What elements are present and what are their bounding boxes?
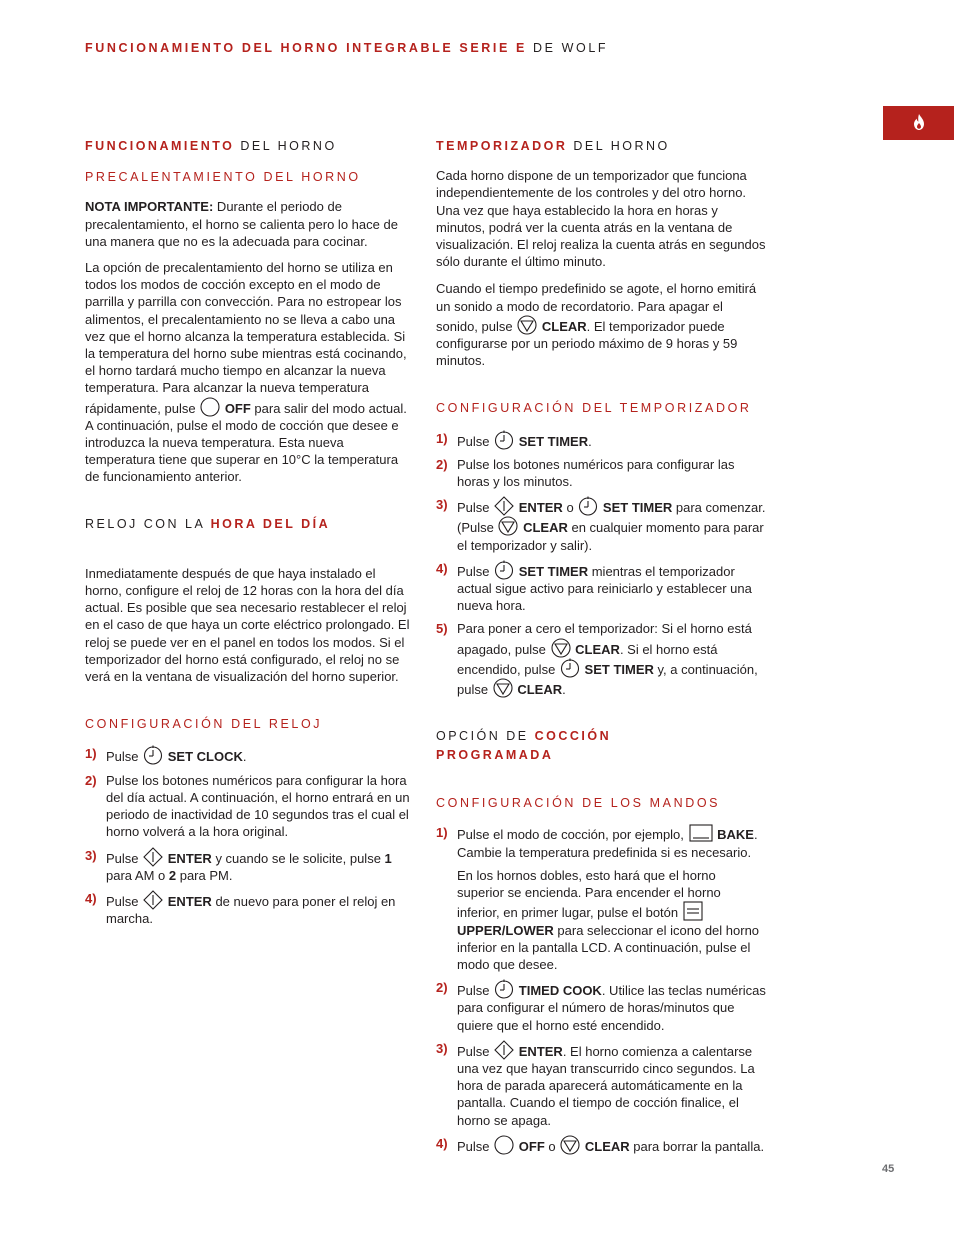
key-label: BAKE [717, 827, 754, 843]
step-text: para borrar la pantalla. [629, 1138, 765, 1154]
list-item [436, 824, 766, 973]
step-text: Pulse [457, 1138, 494, 1154]
step-number: 1) [85, 746, 97, 762]
list-item [85, 847, 415, 884]
page-number: 45 [882, 1163, 895, 1175]
step-number: 5) [436, 621, 448, 637]
bake-icon [689, 824, 713, 842]
key-label: SET TIMER [584, 661, 654, 677]
step-text: . [242, 749, 247, 765]
key-label: CLEAR [517, 682, 563, 698]
note-label: NOTA IMPORTANTE: [85, 199, 214, 215]
step-text: . Cambie la temperatura predefinida si es necesario. [457, 827, 758, 860]
step-text: . Si el horno está encendido, pulse [457, 641, 718, 677]
list-item [85, 890, 415, 927]
list-item [436, 979, 766, 1034]
clear-icon [517, 315, 537, 335]
clear-icon [493, 678, 513, 698]
list-item [436, 1135, 766, 1155]
double-oven-note [457, 867, 766, 973]
heading-light: DEL HORNO [567, 139, 670, 153]
step-text: . El horno comienza a calentarse una vez que hayan transcurrido cinco segundos. La hora de parada aparecerá automáticamente en la pantalla. Cuando el tiempo de cocción finalice, el horno se apaga. [457, 1043, 755, 1128]
clear-icon [498, 516, 518, 536]
step-text: Pulse [106, 749, 143, 765]
step-text: Pulse los botones numéricos para configurar las horas y los minutos. [457, 456, 735, 490]
step-number: 3) [436, 1040, 448, 1056]
step-number: 3) [436, 497, 448, 513]
step-number: 1) [436, 825, 448, 841]
heading-bold: PROGRAMADA [436, 748, 554, 763]
key-label: 2 [168, 867, 177, 883]
key-label: SET CLOCK [167, 749, 243, 765]
timer-steps [436, 430, 766, 699]
paragraph-text: Cuando el tiempo predefinido se agote, el horno emitirá un sonido a modo de recordatorio. Para apagar el sonido, pulse [436, 281, 757, 334]
key-label: CLEAR [523, 520, 568, 536]
clear-icon [551, 638, 571, 658]
clock-steps [85, 745, 415, 927]
off-key-label: OFF [224, 400, 251, 416]
step-text: . [588, 433, 592, 449]
timer-icon [494, 430, 514, 450]
key-label: ENTER [167, 850, 212, 866]
step-text: para PM. [176, 867, 233, 883]
enter-icon [143, 847, 163, 867]
header-brand: DE WOLF [526, 41, 609, 55]
heading-light: DEL HORNO [234, 139, 337, 153]
step-text: y cuando se le solicite, pulse [211, 850, 385, 866]
heading-light: RELOJ CON LA [85, 516, 211, 531]
step-text: Pulse [106, 850, 143, 866]
step-text: para seleccionar el icono del horno inferior en la pantalla LCD. A continuación, pulse el modo que desee. [457, 922, 760, 972]
timer-icon [560, 658, 580, 678]
off-icon [200, 397, 220, 417]
preheat-text-b: para salir del modo actual. A continuación, pulse el modo de cocción que desee e introduzca la nueva temperatura. Esta nueva temperatura tiene que superar en 10°C la temperatura de funcionamiento anterior. [85, 400, 407, 485]
step-text: . [562, 682, 566, 698]
section-heading-reloj [85, 516, 415, 533]
clock-icon [143, 745, 163, 765]
step-text: Para poner a cero el temporizador: Si el horno está apagado, pulse [457, 621, 752, 657]
section-heading-funcionamiento [85, 138, 415, 155]
knob-steps [436, 824, 766, 1154]
step-text: . Utilice las teclas numéricas para configurar el número de horas/minutos que quiere que el horno esté encendido. [457, 983, 766, 1033]
list-item [436, 456, 766, 490]
preheat-text-a: La opción de precalentamiento del horno se utiliza en todos los modos de cocción excepto en el modo de parrilla y parrilla con convección. Para no estropear los alimentos, el precalentamiento no se lleva a cabo una vez que el horno alcanza la temperatura establecida. Si la temperatura del horno sube mientras está cocinando, el horno tardará mucho tiempo en alcanzar la nueva temperatura. Para alcanzar la nueva temperatura rápidamente, pulse [85, 260, 407, 416]
key-label: CLEAR [575, 641, 620, 657]
step-text: para AM o [106, 867, 169, 883]
note-paragraph [85, 198, 415, 250]
step-text: En los hornos dobles, esto hará que el horno superior se encienda. Para encender el horno inferior, en primer lugar, pulse el botón [457, 867, 721, 921]
page-header [85, 41, 608, 55]
key-label: UPPER/LOWER [457, 922, 554, 938]
key-label: CLEAR [584, 1138, 630, 1154]
key-label: 1 [384, 850, 392, 866]
step-number: 2) [436, 456, 448, 472]
step-text: Pulse [106, 893, 143, 909]
timer-paragraph-1: Cada horno dispone de un temporizador que funciona independientemente de los controles y del otro horno. Una vez que haya establecido la hora en horas y minutos, podrá ver la cuenta atrás en la ventana de visualización. El reloj realiza la cuenta atrás en segundos sólo durante el último minuto. [436, 168, 766, 270]
list-item [436, 620, 766, 698]
key-label: ENTER [167, 893, 212, 909]
step-text: Pulse los botones numéricos para configurar la hora del día actual. A continuación, el horno entrará en un periodo de inactividad de 10 segundos tras el cual el horno volverá a la hora original. [106, 772, 410, 840]
list-item [436, 430, 766, 450]
step-text: Pulse [457, 563, 494, 579]
enter-icon [494, 496, 514, 516]
step-text: Pulse el modo de cocción, por ejemplo, [457, 827, 688, 843]
step-text: Pulse [457, 433, 494, 449]
list-item [85, 772, 415, 841]
right-column [436, 138, 766, 1155]
key-label: SET TIMER [602, 500, 673, 516]
list-item [436, 560, 766, 615]
section-tab [883, 106, 954, 140]
step-text: en cualquier momento para parar el temporizador y salir). [457, 520, 764, 553]
flame-icon [913, 114, 925, 130]
list-item [436, 1040, 766, 1129]
step-text: de nuevo para poner el reloj en marcha. [106, 893, 396, 927]
subheading-precalentamiento: PRECALENTAMIENTO DEL HORNO [85, 170, 361, 185]
subheading-config-reloj: CONFIGURACIÓN DEL RELOJ [85, 717, 323, 732]
heading-bold: HORA DEL DÍA [210, 516, 331, 531]
step-number: 1) [436, 430, 448, 446]
step-number: 3) [85, 847, 97, 863]
timed-cook-icon [494, 979, 514, 999]
key-label: CLEAR [541, 318, 587, 334]
heading-bold: TEMPORIZADOR [436, 139, 568, 153]
step-number: 4) [85, 890, 97, 906]
heading-bold: FUNCIONAMIENTO [85, 139, 235, 153]
key-label: OFF [518, 1138, 545, 1154]
section-heading-coccion-programada [436, 727, 766, 765]
step-number: 2) [85, 772, 97, 788]
step-text: mientras el temporizador actual sigue activo para reiniciarlo y establecer una nueva hora. [457, 563, 752, 614]
upper-lower-icon [683, 901, 703, 921]
enter-icon [143, 890, 163, 910]
preheat-paragraph [85, 259, 415, 486]
key-label: ENTER [518, 1043, 563, 1059]
subheading-config-temporizador: CONFIGURACIÓN DEL TEMPORIZADOR [436, 401, 752, 416]
list-item [85, 745, 415, 765]
step-text: Pulse [457, 1043, 494, 1059]
key-label: SET TIMER [518, 433, 589, 449]
key-label: SET TIMER [518, 563, 589, 579]
header-title: FUNCIONAMIENTO DEL HORNO INTEGRABLE SERIE E [85, 41, 527, 55]
left-column [85, 138, 415, 927]
timer-icon [494, 560, 514, 580]
enter-icon [494, 1040, 514, 1060]
clear-icon [560, 1135, 580, 1155]
step-number: 2) [436, 980, 448, 996]
timer-paragraph-2 [436, 280, 766, 369]
step-text: o [562, 500, 578, 516]
key-label: ENTER [518, 500, 563, 516]
step-text: o [544, 1138, 560, 1154]
step-text: para comenzar. (Pulse [457, 500, 766, 536]
note-text: Durante el periodo de precalentamiento, el horno se calienta pero lo hace de una manera que no es la adecuada para cocinar. [85, 199, 398, 249]
step-number: 4) [436, 560, 448, 576]
paragraph-text: . El temporizador puede configurarse por un periodo máximo de 9 horas y 59 minutos. [436, 318, 738, 369]
step-text: Pulse [457, 983, 494, 999]
step-text: Pulse [457, 500, 494, 516]
off-icon [494, 1135, 514, 1155]
step-text: y, a continuación, pulse [457, 661, 758, 698]
timer-icon [578, 496, 598, 516]
section-heading-temporizador [436, 138, 766, 155]
list-item [436, 496, 766, 554]
subheading-config-mandos: CONFIGURACIÓN DE LOS MANDOS [436, 796, 721, 811]
key-label: TIMED COOK [518, 983, 602, 999]
step-number: 4) [436, 1135, 448, 1151]
heading-bold: COCCIÓN [534, 729, 612, 744]
clock-paragraph: Inmediatamente después de que haya instalado el horno, configure el reloj de 12 horas con la hora del día actual. Es posible que sea necesario restablecer el reloj en el caso de que haya un corte eléctrico prolongado. El reloj se puede ver en el panel en todos los modos. Si el temporizador del horno está configurado, el reloj no se verá en la ventana de visualización del horno superior. [85, 565, 410, 685]
heading-light: OPCIÓN DE [436, 729, 535, 744]
